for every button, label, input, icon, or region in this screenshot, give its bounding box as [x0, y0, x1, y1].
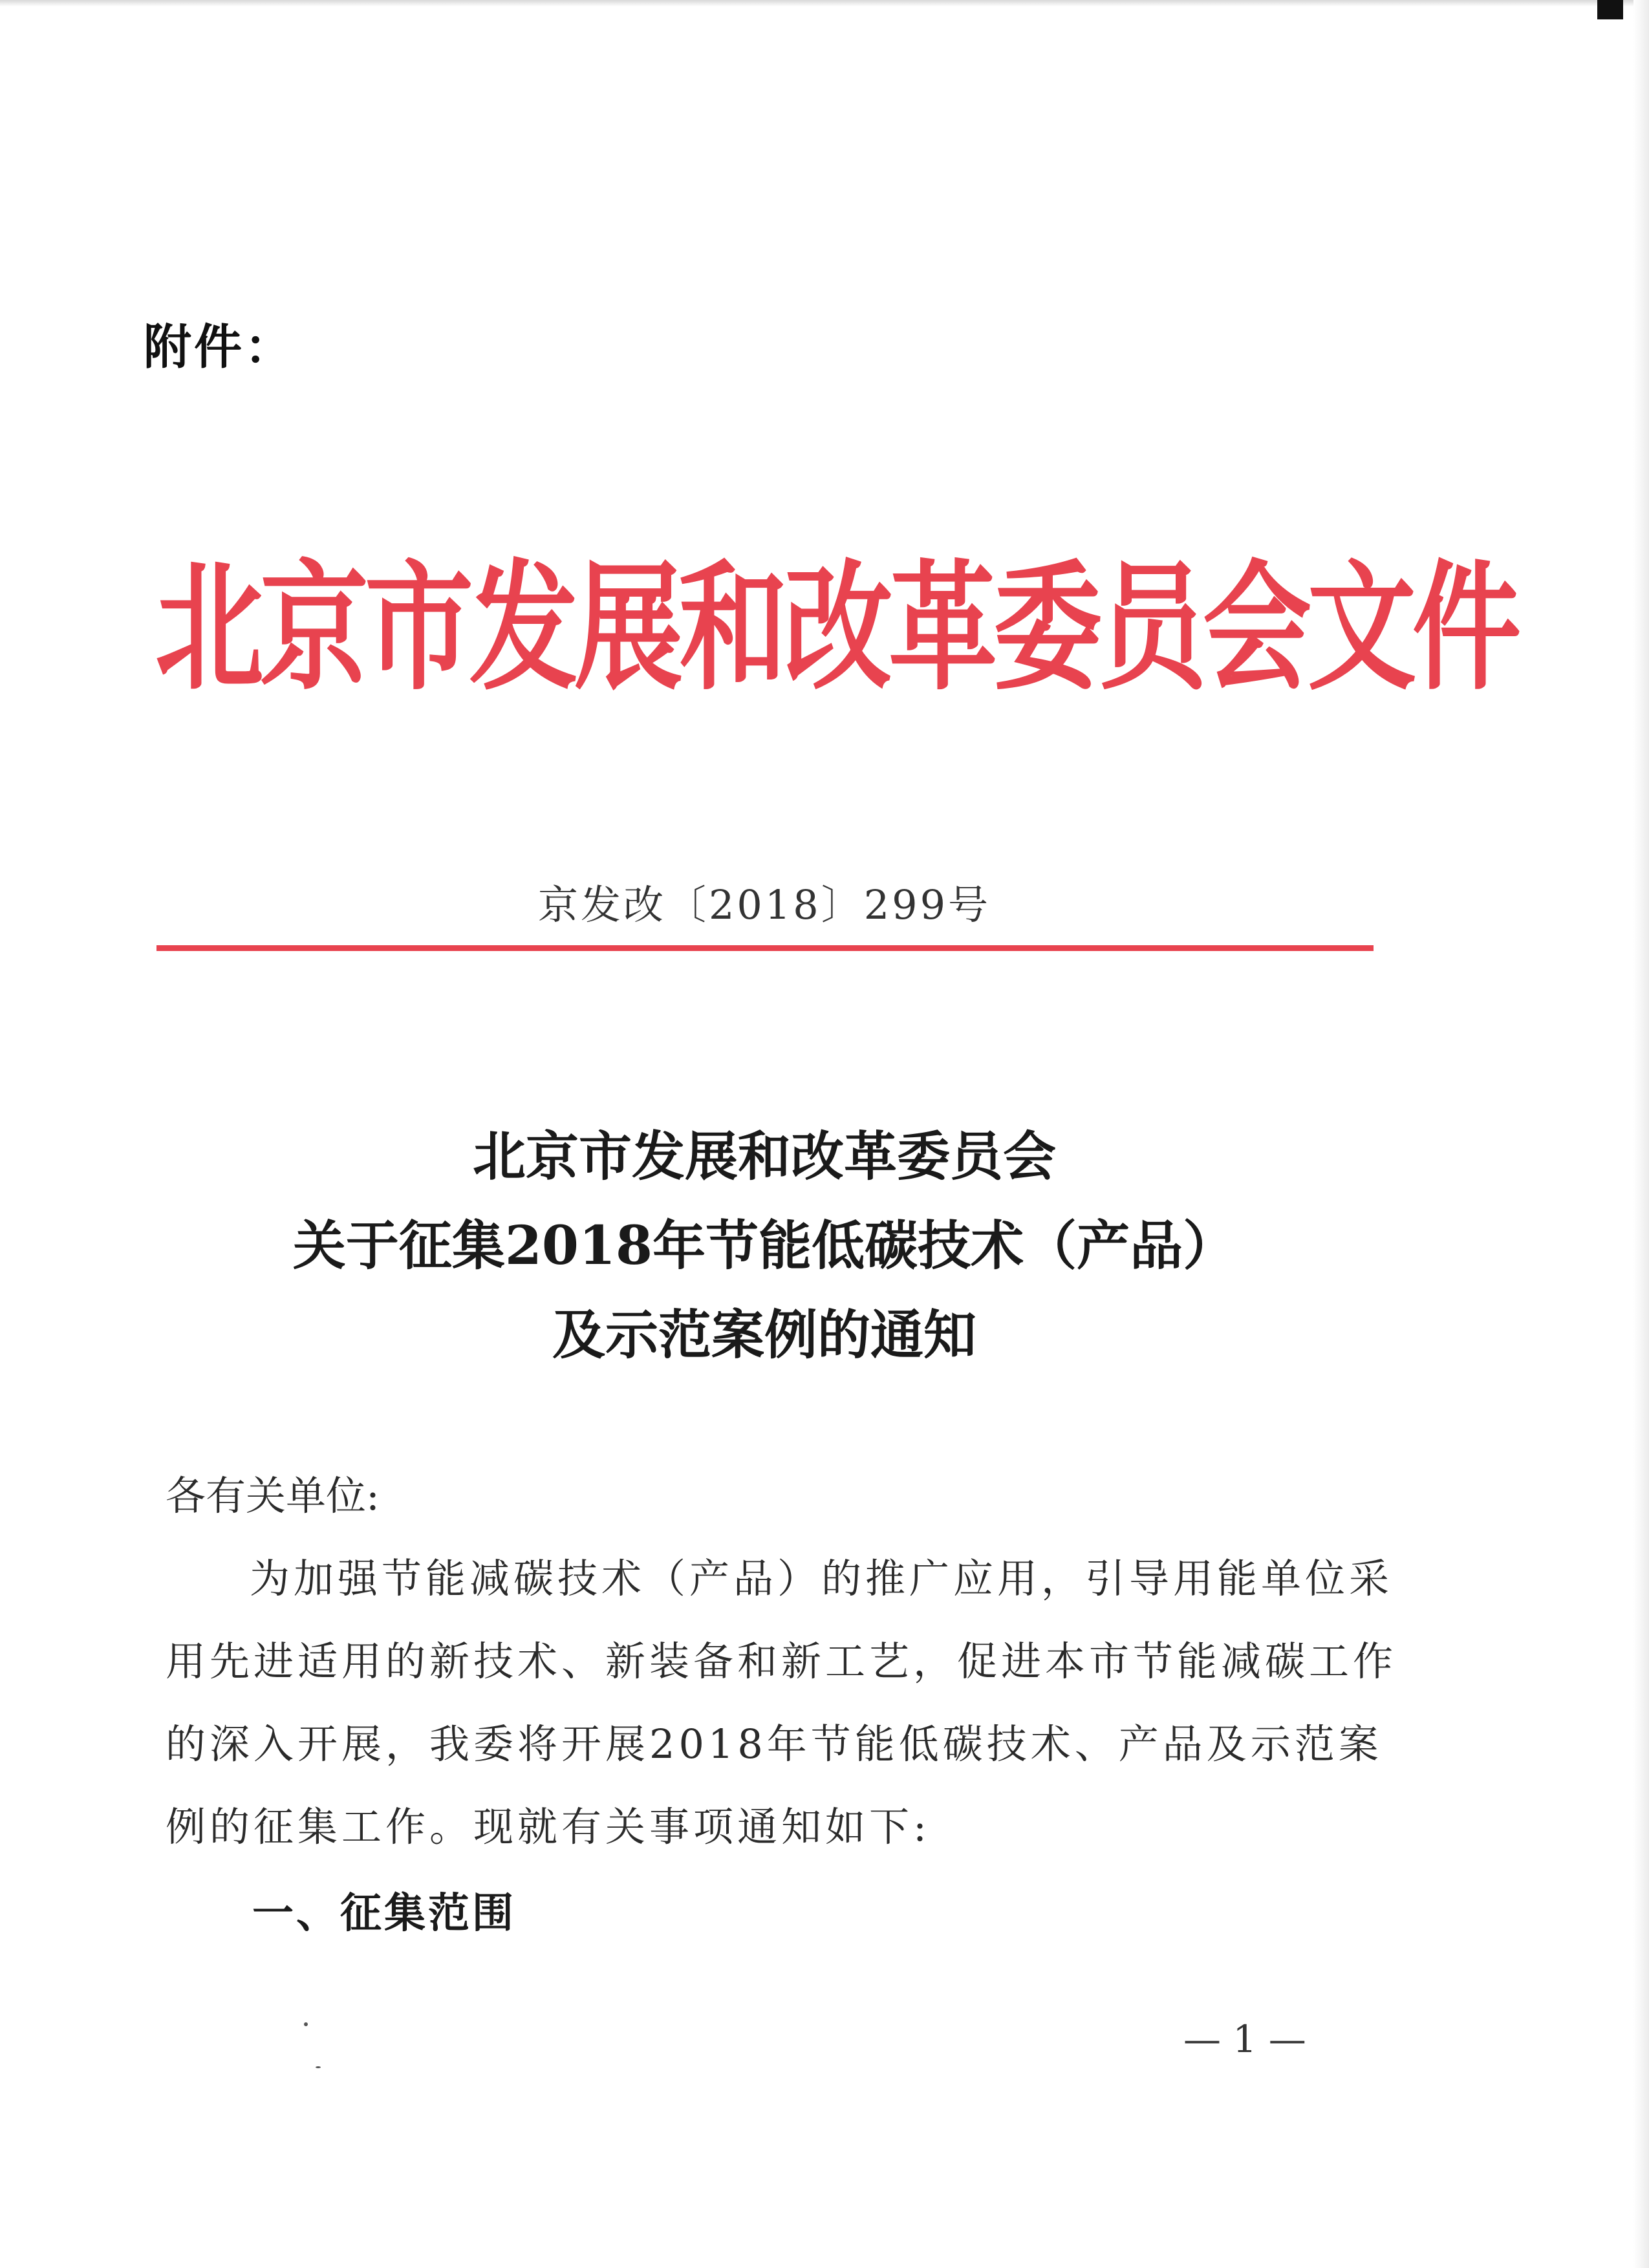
- notice-body: [166, 1455, 1397, 1868]
- document-header: 北京市发展和改革委员会文件: [155, 545, 1517, 709]
- scan-corner-mark: [1597, 0, 1623, 19]
- scan-edge: [1633, 0, 1649, 2268]
- page-number: — 1 —: [1183, 2017, 1306, 2061]
- paragraph-line: 的深入开展，我委将开展2018年节能低碳技术、产品及示范案: [166, 1720, 1383, 1768]
- attachment-label: 附件：: [144, 319, 295, 375]
- paragraph-line: 例的征集工作。现就有关事项通知如下:: [166, 1803, 931, 1850]
- notice-title-line: 关于征集2018年节能低碳技术（产品）: [292, 1215, 1236, 1277]
- scan-edge: [0, 0, 1649, 6]
- header-divider: [156, 945, 1374, 951]
- salutation: 各有关单位:: [166, 1472, 380, 1519]
- notice-title-line: 及示范案例的通知: [552, 1304, 976, 1366]
- document-number: 京发改〔2018〕299号: [537, 881, 991, 928]
- scan-speck: [316, 2066, 321, 2068]
- notice-title: [0, 1112, 1529, 1380]
- scan-speck: [304, 2022, 308, 2026]
- section-heading: 一、征集范围: [252, 1890, 516, 1938]
- paragraph-line: 为加强节能减碳技术（产品）的推广应用，引导用能单位采: [250, 1555, 1394, 1602]
- notice-title-line: 北京市发展和改革委员会: [472, 1126, 1056, 1188]
- paragraph-line: 用先进适用的新技术、新装备和新工艺，促进本市节能减碳工作: [166, 1638, 1397, 1685]
